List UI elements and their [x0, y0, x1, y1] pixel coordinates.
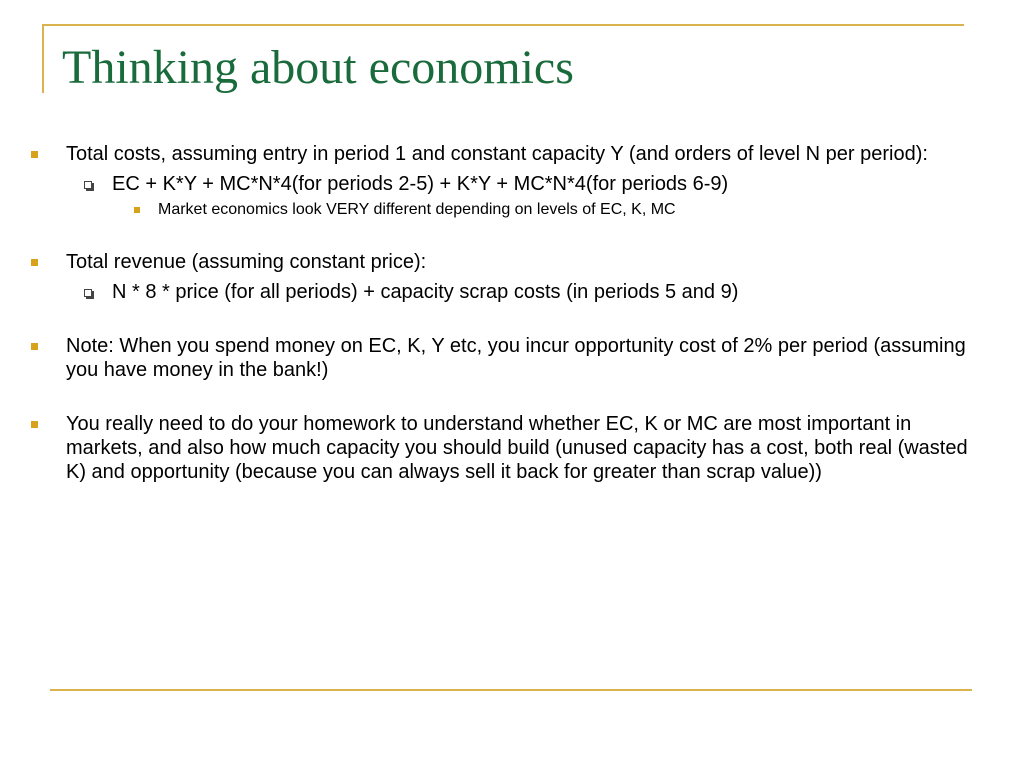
- square-bullet-icon: [31, 343, 38, 350]
- bullet-text: You really need to do your homework to understand whether EC, K or MC are most important in markets, and also how much capacity you should build (unused capacity has a cost, both real (wasted K) and opportunity (because you can always sell it back for greater than scrap value)): [66, 413, 968, 483]
- slide-title: Thinking about economics: [62, 41, 574, 94]
- left-divider: [42, 24, 44, 93]
- bullet-text: Note: When you spend money on EC, K, Y etc, you incur opportunity cost of 2% per period (assuming you have money in the bank!): [66, 335, 966, 381]
- square-bullet-icon: [134, 207, 140, 213]
- sub-sub-bullet-text: Market economics look VERY different depending on levels of EC, K, MC: [158, 201, 676, 218]
- square-bullet-icon: [31, 259, 38, 266]
- top-divider: [42, 24, 964, 26]
- square-bullet-icon: [31, 421, 38, 428]
- square-bullet-icon: [31, 151, 38, 158]
- bullet-total-costs: [28, 142, 992, 166]
- sub-bullet-text: N * 8 * price (for all periods) + capacity scrap costs (in periods 5 and 9): [112, 281, 739, 303]
- bottom-divider: [50, 689, 972, 691]
- bullet-total-revenue: [28, 250, 992, 274]
- bullet-note: [28, 334, 992, 382]
- hollow-square-bullet-icon: [84, 289, 92, 297]
- bullet-homework: [28, 412, 992, 484]
- bullet-list: [28, 142, 992, 484]
- sub-bullet-revenue-formula: [28, 280, 992, 304]
- sub-sub-bullet-market-economics: [28, 200, 992, 220]
- bullet-text: Total costs, assuming entry in period 1 and constant capacity Y (and orders of level N per period):: [66, 143, 928, 165]
- hollow-square-bullet-icon: [84, 181, 92, 189]
- bullet-text: Total revenue (assuming constant price):: [66, 251, 427, 273]
- sub-bullet-cost-formula: [28, 172, 992, 196]
- sub-bullet-text: EC + K*Y + MC*N*4(for periods 2-5) + K*Y + MC*N*4(for periods 6-9): [112, 173, 729, 195]
